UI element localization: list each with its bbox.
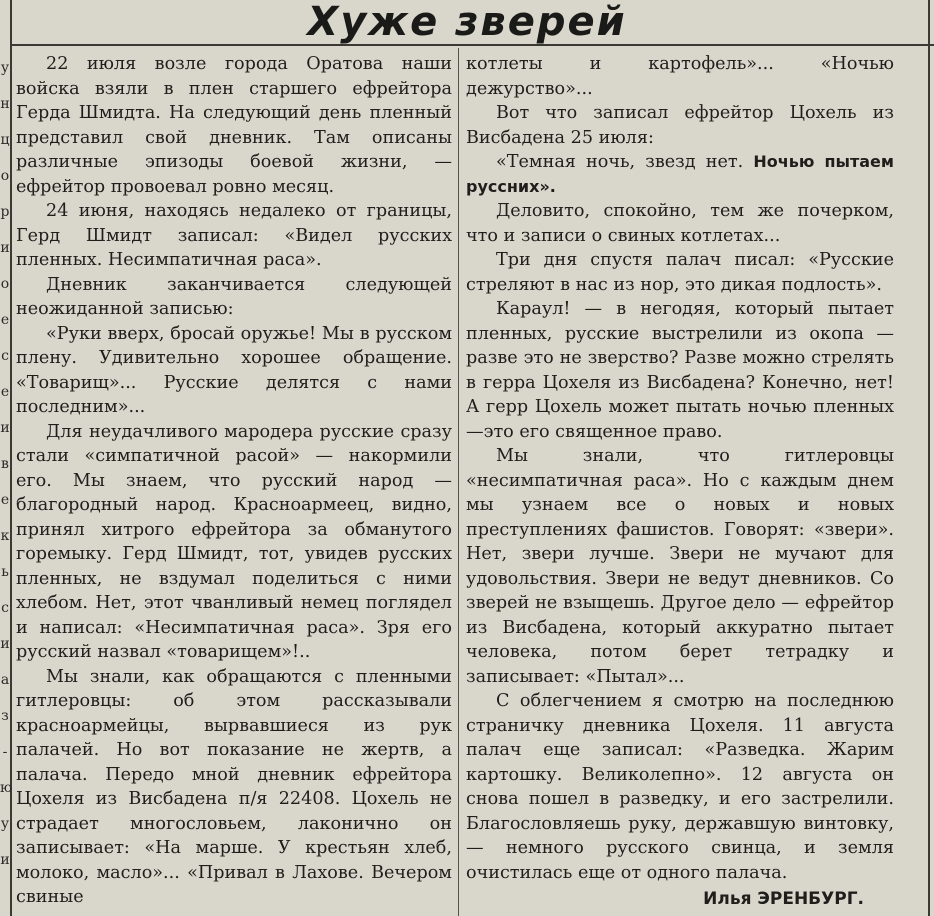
margin-fragment: о — [0, 276, 10, 292]
margin-fragment: ь — [1, 564, 9, 580]
right-border-rule — [928, 0, 930, 916]
paragraph-continued: котлеты и картофель»... «Ночью дежурство»... — [466, 54, 894, 99]
margin-fragment: у — [0, 60, 10, 76]
margin-fragment: о — [0, 168, 10, 184]
left-column — [16, 52, 452, 910]
column-divider — [458, 48, 459, 916]
margin-text-fragments — [0, 50, 13, 878]
paragraph: С облегчением я смотрю на последнюю страничку дневника Цохеля. 11 августа палач еще записал: «Разведка. Жарим картошку. Великолепно». 12 августа он снова пошел в разведку, и его застрелили. Благословляешь руку, державшую винтовку, — немного русского свинца, и земля очистилась еще от одного палача. — [466, 691, 894, 883]
margin-fragment: и — [0, 636, 10, 652]
margin-fragment: к — [0, 528, 10, 544]
right-column — [466, 52, 894, 912]
margin-fragment: е — [0, 492, 10, 508]
paragraph: Три дня спустя палач писал: «Русские стреляют в нас из нор, это дикая подлость». — [466, 250, 894, 295]
margin-fragment: в — [1, 456, 9, 472]
margin-fragment: е — [0, 384, 10, 400]
margin-fragment: е — [0, 312, 10, 328]
margin-fragment: и — [0, 852, 10, 868]
margin-fragment: р — [0, 204, 10, 220]
article-title: Хуже зверей — [307, 0, 627, 45]
paragraph: Вот что записал ефрейтор Цохель из Висбадена 25 июля: — [466, 103, 894, 148]
margin-fragment: н — [0, 96, 10, 112]
quote-text: «Темная ночь, звезд нет. — [496, 152, 744, 172]
margin-fragment: у — [0, 816, 10, 832]
margin-fragment: с — [1, 348, 9, 364]
paragraph: 24 июня, находясь недалеко от границы, Герд Шмидт записал: «Видел русских пленных. Несимпатичная раса». — [16, 201, 452, 270]
paragraph: Дневник заканчивается следующей неожиданной записью: — [16, 274, 452, 319]
author-signature: Илья ЭРЕНБУРГ. — [703, 889, 864, 909]
paragraph: Для неудачливого мародера русские сразу стали «симпатичной расой» — накормили его. Мы знаем, что русский народ — благородный народ. Красноармеец, видно, принял хитрого ефрейтора за обманутого горемыку. Герд Шмидт, тот, увидев русских пленных, не вздумал поделиться с ними хлебом. Нет, этот чванливый немец поглядел и написал: «Несимпатичная раса». Зря его русский назвал «товарищем»!.. — [16, 421, 452, 662]
paragraph-quote — [466, 150, 894, 199]
margin-fragment: з — [1, 708, 9, 724]
margin-fragment: ю — [0, 780, 13, 796]
margin-fragment: ц — [0, 132, 10, 148]
margin-fragment: - — [2, 744, 8, 760]
paragraph: Деловито, спокойно, тем же почерком, что и записи о свиных котлетах... — [466, 201, 894, 246]
margin-fragment: а — [0, 672, 10, 688]
paragraph: Мы знали, что гитлеровцы «несимпатичная раса». Но с каждым днем мы узнаем все о новых и новых преступлениях фашистов. Говорят: «звери». Нет, звери лучше. Звери не мучают для удовольствия. Звери не ведут дневников. Со зверей не взыщешь. Другое дело — ефрейтор из Висбадена, который аккуратно пытает человека, потом берет тетрадку и записывает: «Пытал»... — [466, 446, 894, 687]
margin-fragment: и — [0, 420, 10, 436]
paragraph: «Руки вверх, бросай оружье! Мы в русском плену. Удивительно хорошее обращение. «Товарищ»... Русские делятся с нами последним»... — [16, 323, 452, 417]
quote-bold-text: Ночью пытаем руссних». — [466, 152, 894, 196]
paragraph: Караул! — в негодяя, который пытает пленных, русские выстрелили из окопа — разве это не зверство? Разве можно стрелять в герра Цохеля из Висбадена? Конечно, нет! А герр Цохель может пытать ночью пленных—это его священное право. — [466, 299, 894, 442]
left-border-rule — [10, 0, 12, 916]
margin-fragment: и — [0, 240, 10, 256]
paragraph: 22 июля возле города Оратова наши войска взяли в плен старшего ефрейтора Герда Шмидта. На следующий день пленный представил свой дневник. Там описаны различные эпизоды боевой жизни, — ефрейтор провоевал ровно месяц. — [16, 54, 452, 197]
paragraph: Мы знали, как обращаются с пленными гитлеровцы: об этом рассказывали красноармейцы, вырвавшиеся из рук палачей. Но вот показание не жертв, а палача. Передо мной дневник ефрейтора Цохеля из Висбадена п/я 22408. Цохель не страдает многословьем, лаконично он записывает: «На марше. У крестьян хлеб, молоко, масло»... «Привал в Лахове. Вечером свиные — [16, 666, 452, 907]
margin-fragment: с — [1, 600, 9, 616]
